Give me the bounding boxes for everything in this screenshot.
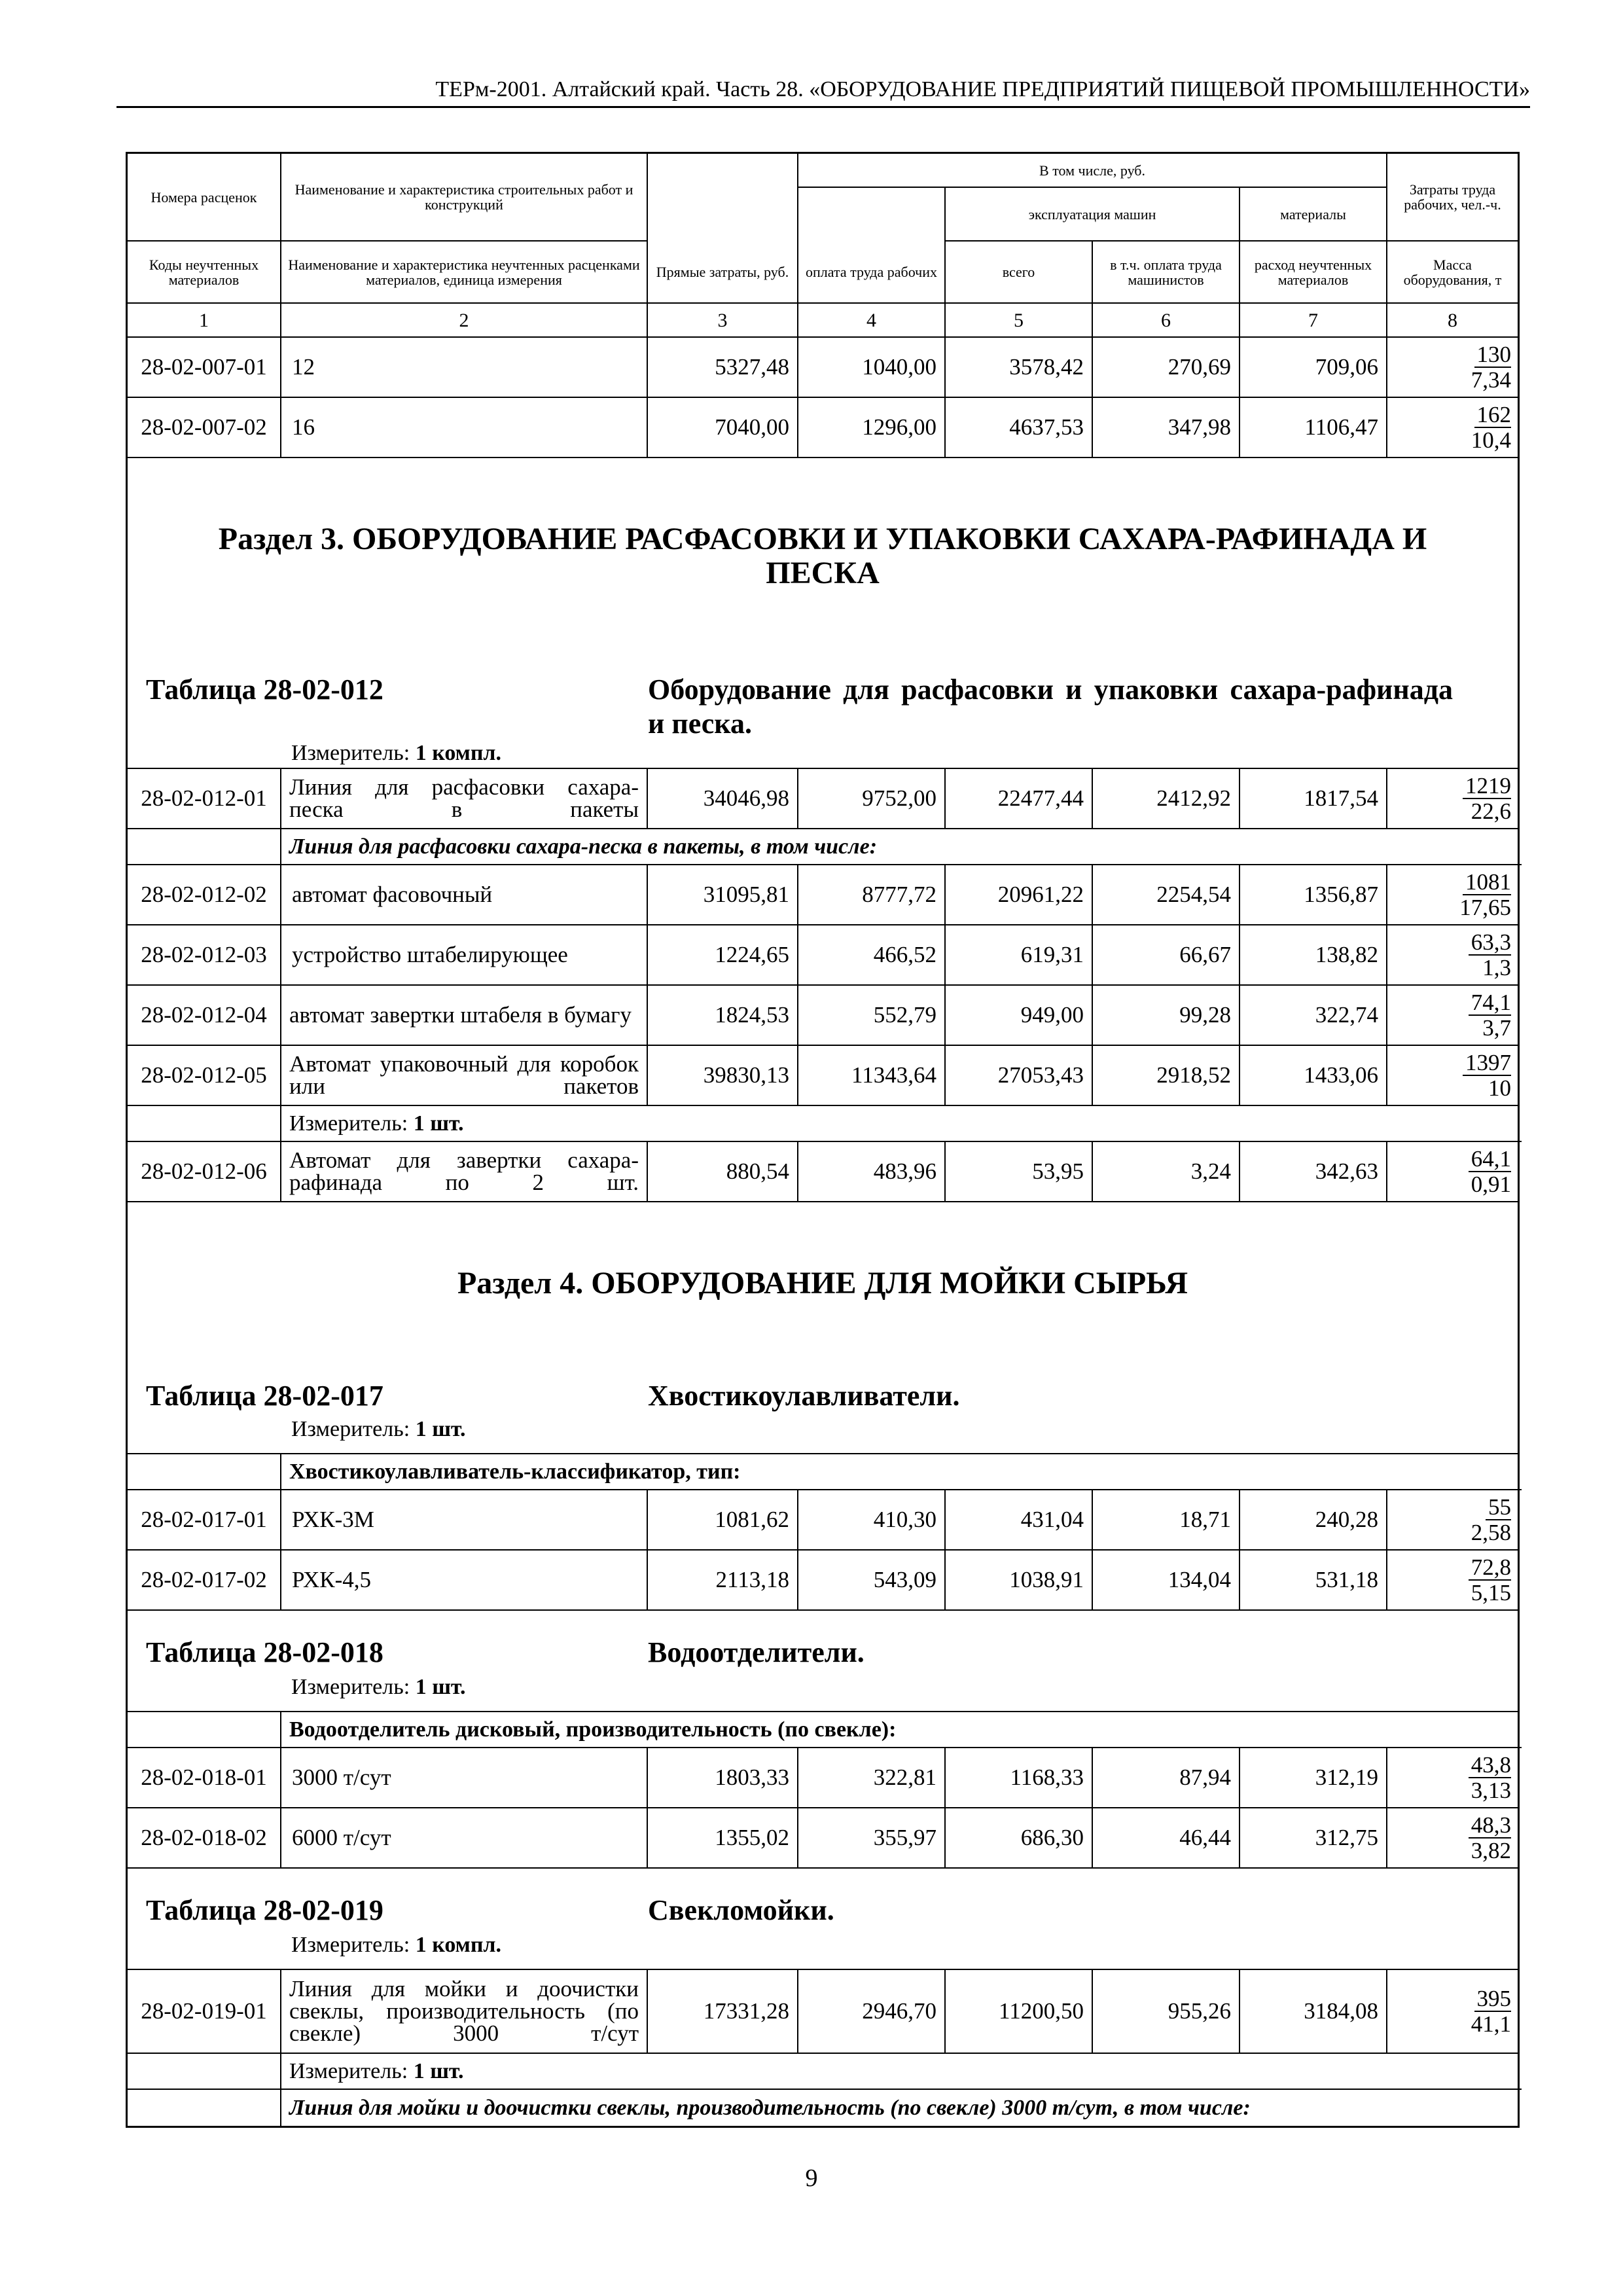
group-subheader <box>128 829 1518 865</box>
equipment-mass: 1,3 <box>1482 955 1511 980</box>
rate-code: 28-02-018-01 <box>128 1748 281 1808</box>
labor-hours: 1397 <box>1463 1050 1511 1076</box>
section-4-title: Раздел 4. ОБОРУДОВАНИЕ ДЛЯ МОЙКИ СЫРЬЯ <box>457 1266 1188 1300</box>
direct-costs: 17331,28 <box>648 1970 798 2054</box>
col-num-4: 4 <box>798 304 946 338</box>
col-num-1: 1 <box>128 304 281 338</box>
labor-pay: 1040,00 <box>798 338 946 398</box>
table-019-band <box>128 1869 1518 1970</box>
labor-mass-fraction <box>1387 1970 1518 2054</box>
table-row <box>128 1046 1518 1106</box>
equipment-mass: 22,6 <box>1471 798 1511 824</box>
rate-code: 28-02-012-03 <box>128 925 281 986</box>
table-row <box>128 865 1518 925</box>
group-subheader <box>128 1454 1518 1490</box>
rate-code: 28-02-007-01 <box>128 338 281 398</box>
machines-total: 1038,91 <box>946 1551 1093 1611</box>
header-naim2: Наименование и характеристика неучтенных расценками материалов, единица измерения <box>281 242 648 304</box>
equipment-mass: 3,7 <box>1482 1015 1511 1041</box>
labor-pay: 1296,00 <box>798 398 946 458</box>
direct-costs: 39830,13 <box>648 1046 798 1106</box>
group-subheader-text: Линия для мойки и доочистки свеклы, производительность (по свекле) 3000 т/сут, в том числе: <box>289 2095 1251 2120</box>
machines-total: 11200,50 <box>946 1970 1093 2054</box>
direct-costs: 880,54 <box>648 1142 798 1202</box>
measure-value: 1 компл. <box>415 741 502 765</box>
direct-costs: 2113,18 <box>648 1551 798 1611</box>
direct-costs: 1355,02 <box>648 1808 798 1869</box>
measure-unit <box>291 1933 501 1958</box>
table-row <box>128 769 1518 829</box>
header-v-tom-chisle: В том числе, руб. <box>798 154 1387 188</box>
labor-mass-fraction <box>1387 925 1518 986</box>
labor-hours: 43,8 <box>1469 1753 1511 1778</box>
machines-total: 53,95 <box>946 1142 1093 1202</box>
rate-code: 28-02-012-01 <box>128 769 281 829</box>
machines-total: 22477,44 <box>946 769 1093 829</box>
group-subheader <box>128 1712 1518 1748</box>
table-017-number: Таблица 28-02-017 <box>146 1380 383 1412</box>
group-subheader <box>128 2090 1518 2126</box>
header-oplata-top <box>798 188 946 242</box>
machines-total: 20961,22 <box>946 865 1093 925</box>
labor-pay: 552,79 <box>798 986 946 1046</box>
labor-pay: 2946,70 <box>798 1970 946 2054</box>
materials: 1106,47 <box>1240 398 1387 458</box>
table-row <box>128 1748 1518 1808</box>
labor-hours: 1219 <box>1463 774 1511 799</box>
labor-pay: 9752,00 <box>798 769 946 829</box>
group-subheader-text: Водоотделитель дисковый, производительность (по свекле): <box>281 1712 1522 1748</box>
labor-pay: 410,30 <box>798 1490 946 1551</box>
measure-unit <box>291 1675 466 1700</box>
labor-hours: 395 <box>1474 1986 1512 2012</box>
rate-code: 28-02-012-04 <box>128 986 281 1046</box>
labor-mass-fraction <box>1387 398 1518 458</box>
materials: 531,18 <box>1240 1551 1387 1611</box>
measure-unit <box>291 1417 466 1442</box>
labor-hours: 55 <box>1486 1495 1511 1520</box>
machines-total: 686,30 <box>946 1808 1093 1869</box>
rate-code: 28-02-012-02 <box>128 865 281 925</box>
col-num-7: 7 <box>1240 304 1387 338</box>
labor-mass-fraction <box>1387 1808 1518 1869</box>
equipment-mass: 2,58 <box>1471 1520 1511 1545</box>
machinist-pay: 87,94 <box>1093 1748 1240 1808</box>
col-num-2: 2 <box>281 304 648 338</box>
rate-name: автомат фасовочный <box>281 865 648 925</box>
machinist-pay: 134,04 <box>1093 1551 1240 1611</box>
rate-code: 28-02-019-01 <box>128 1970 281 2054</box>
direct-costs: 7040,00 <box>648 398 798 458</box>
labor-hours: 162 <box>1474 403 1512 428</box>
measure-label: Измеритель: <box>291 1417 410 1441</box>
page-number: 9 <box>805 2164 818 2192</box>
rate-name: Автомат упаковочный для коробок или пакетов <box>281 1046 648 1106</box>
materials: 709,06 <box>1240 338 1387 398</box>
machines-total: 4637,53 <box>946 398 1093 458</box>
header-vsego: всего <box>946 242 1093 304</box>
machines-total: 431,04 <box>946 1490 1093 1551</box>
direct-costs: 31095,81 <box>648 865 798 925</box>
table-row <box>128 338 1518 398</box>
direct-costs: 34046,98 <box>648 769 798 829</box>
measure-value: 1 шт. <box>415 1417 466 1441</box>
machinist-pay: 66,67 <box>1093 925 1240 986</box>
header-rashod: расход неучтенных материалов <box>1240 242 1387 304</box>
rate-name: автомат завертки штабеля в бумагу <box>281 986 648 1046</box>
machines-total: 27053,43 <box>946 1046 1093 1106</box>
direct-costs: 1224,65 <box>648 925 798 986</box>
materials: 3184,08 <box>1240 1970 1387 2054</box>
measure-unit <box>291 741 501 766</box>
measure-value: 1 шт. <box>413 2058 464 2083</box>
rate-code: 28-02-007-02 <box>128 398 281 458</box>
rate-name: Линия для мойки и доочистки свеклы, производительность (по свекле) 3000 т/сут <box>281 1970 648 2054</box>
materials: 240,28 <box>1240 1490 1387 1551</box>
rate-code: 28-02-012-05 <box>128 1046 281 1106</box>
table-row <box>128 398 1518 458</box>
table-012-title: Оборудование для расфасовки и упаковки сахара-рафинада и песка. <box>648 673 1453 740</box>
rate-code: 28-02-018-02 <box>128 1808 281 1869</box>
table-012-number: Таблица 28-02-012 <box>146 673 383 706</box>
section-3-title: Раздел 3. ОБОРУДОВАНИЕ РАСФАСОВКИ И УПАКОВКИ САХАРА-РАФИНАДА И ПЕСКА <box>218 522 1427 590</box>
col-num-5: 5 <box>946 304 1093 338</box>
machinist-pay: 2412,92 <box>1093 769 1240 829</box>
machinist-pay: 46,44 <box>1093 1808 1240 1869</box>
materials: 1817,54 <box>1240 769 1387 829</box>
rate-name: Автомат для завертки сахара-рафинада по 2 шт. <box>281 1142 648 1202</box>
rates-document <box>126 152 1520 2128</box>
measure-row <box>128 2054 1518 2090</box>
machinist-pay: 2254,54 <box>1093 865 1240 925</box>
rate-name: устройство штабелирующее <box>281 925 648 986</box>
labor-mass-fraction <box>1387 1748 1518 1808</box>
materials: 1356,87 <box>1240 865 1387 925</box>
equipment-mass: 3,13 <box>1471 1778 1511 1803</box>
table-row <box>128 1808 1518 1869</box>
labor-mass-fraction <box>1387 865 1518 925</box>
machinist-pay: 2918,52 <box>1093 1046 1240 1106</box>
header-rule <box>116 106 1530 108</box>
header-nomera: Номера расценок <box>128 154 281 242</box>
table-018-title: Водоотделители. <box>648 1636 865 1668</box>
measure-unit <box>281 1106 1522 1142</box>
direct-costs: 1824,53 <box>648 986 798 1046</box>
machinist-pay: 3,24 <box>1093 1142 1240 1202</box>
labor-hours: 74,1 <box>1469 990 1511 1016</box>
header-zatraty-truda: Затраты труда рабочих, чел.-ч. <box>1387 154 1518 242</box>
labor-hours: 64,1 <box>1469 1147 1511 1172</box>
rate-name: 12 <box>281 338 648 398</box>
equipment-mass: 3,82 <box>1471 1838 1511 1863</box>
labor-hours: 130 <box>1474 342 1512 368</box>
measure-label: Измеритель: <box>291 741 410 765</box>
machinist-pay: 270,69 <box>1093 338 1240 398</box>
machines-total: 949,00 <box>946 986 1093 1046</box>
table-row <box>128 1490 1518 1551</box>
equipment-mass: 17,65 <box>1459 895 1511 920</box>
header-ekspl: эксплуатация машин <box>946 188 1240 242</box>
rate-code: 28-02-017-02 <box>128 1551 281 1611</box>
section-4-band <box>128 1202 1518 1454</box>
header-v-t-ch: в т.ч. оплата труда машинистов <box>1093 242 1240 304</box>
equipment-mass: 10 <box>1488 1075 1511 1101</box>
rate-name: 3000 т/сут <box>281 1748 648 1808</box>
machinist-pay: 18,71 <box>1093 1490 1240 1551</box>
labor-pay: 11343,64 <box>798 1046 946 1106</box>
header-massa: Масса оборудования, т <box>1387 242 1518 304</box>
labor-mass-fraction <box>1387 1142 1518 1202</box>
labor-pay: 355,97 <box>798 1808 946 1869</box>
header-pryamye-top <box>648 154 798 242</box>
materials: 1433,06 <box>1240 1046 1387 1106</box>
machines-total: 1168,33 <box>946 1748 1093 1808</box>
labor-mass-fraction <box>1387 1046 1518 1106</box>
labor-pay: 483,96 <box>798 1142 946 1202</box>
header-pryamye: Прямые затраты, руб. <box>648 242 798 304</box>
table-017-title: Хвостикоулавливатели. <box>648 1380 960 1412</box>
table-row <box>128 1551 1518 1611</box>
table-018-number: Таблица 28-02-018 <box>146 1636 383 1668</box>
labor-pay: 543,09 <box>798 1551 946 1611</box>
direct-costs: 1081,62 <box>648 1490 798 1551</box>
measure-unit <box>281 2054 1522 2090</box>
measure-label: Измеритель: <box>289 2058 408 2083</box>
measure-label: Измеритель: <box>291 1933 410 1957</box>
machinist-pay: 99,28 <box>1093 986 1240 1046</box>
labor-pay: 322,81 <box>798 1748 946 1808</box>
rate-name: РХК-3М <box>281 1490 648 1551</box>
labor-mass-fraction <box>1387 1551 1518 1611</box>
direct-costs: 1803,33 <box>648 1748 798 1808</box>
table-018-band <box>128 1611 1518 1712</box>
materials: 342,63 <box>1240 1142 1387 1202</box>
table-row <box>128 1142 1518 1202</box>
rate-code: 28-02-012-06 <box>128 1142 281 1202</box>
machinist-pay: 955,26 <box>1093 1970 1240 2054</box>
rate-code: 28-02-017-01 <box>128 1490 281 1551</box>
column-header <box>128 154 1518 338</box>
machines-total: 619,31 <box>946 925 1093 986</box>
rate-name: 6000 т/сут <box>281 1808 648 1869</box>
col-num-6: 6 <box>1093 304 1240 338</box>
labor-hours: 48,3 <box>1469 1813 1511 1839</box>
equipment-mass: 7,34 <box>1471 367 1511 393</box>
measure-value: 1 шт. <box>413 1111 464 1136</box>
measure-value: 1 шт. <box>415 1675 466 1699</box>
equipment-mass: 0,91 <box>1471 1172 1511 1197</box>
rate-name: РХК-4,5 <box>281 1551 648 1611</box>
measure-label: Измеритель: <box>291 1675 410 1699</box>
table-019-title: Свекломойки. <box>648 1894 834 1926</box>
materials: 312,75 <box>1240 1808 1387 1869</box>
equipment-mass: 10,4 <box>1471 427 1511 453</box>
col-num-8: 8 <box>1387 304 1518 338</box>
labor-hours: 63,3 <box>1469 930 1511 956</box>
table-019-number: Таблица 28-02-019 <box>146 1894 383 1926</box>
equipment-mass: 5,15 <box>1471 1580 1511 1605</box>
table-row <box>128 1970 1518 2054</box>
machines-total: 3578,42 <box>946 338 1093 398</box>
rate-name: Линия для расфасовки сахара-песка в пакеты <box>281 769 648 829</box>
machinist-pay: 347,98 <box>1093 398 1240 458</box>
labor-pay: 8777,72 <box>798 865 946 925</box>
labor-hours: 72,8 <box>1469 1555 1511 1581</box>
labor-hours: 1081 <box>1463 870 1511 895</box>
col-num-3: 3 <box>648 304 798 338</box>
table-row <box>128 986 1518 1046</box>
materials: 312,19 <box>1240 1748 1387 1808</box>
labor-mass-fraction <box>1387 986 1518 1046</box>
header-kody: Коды неучтенных материалов <box>128 242 281 304</box>
group-subheader-text: Линия для расфасовки сахара-песка в пакеты, в том числе: <box>281 829 1522 865</box>
measure-row <box>128 1106 1518 1142</box>
labor-mass-fraction <box>1387 1490 1518 1551</box>
materials: 322,74 <box>1240 986 1387 1046</box>
group-subheader-text: Хвостикоулавливатель-классификатор, тип: <box>281 1454 1522 1490</box>
equipment-mass: 41,1 <box>1471 2011 1511 2037</box>
materials: 138,82 <box>1240 925 1387 986</box>
running-header: ТЕРм-2001. Алтайский край. Часть 28. «ОБОРУДОВАНИЕ ПРЕДПРИЯТИЙ ПИЩЕВОЙ ПРОМЫШЛЕННОСТИ» <box>435 77 1530 101</box>
header-naim: Наименование и характеристика строительных работ и конструкций <box>281 154 648 242</box>
measure-value: 1 компл. <box>415 1933 502 1957</box>
table-row <box>128 925 1518 986</box>
section-3-band <box>128 458 1518 769</box>
direct-costs: 5327,48 <box>648 338 798 398</box>
labor-mass-fraction <box>1387 769 1518 829</box>
labor-pay: 466,52 <box>798 925 946 986</box>
labor-mass-fraction <box>1387 338 1518 398</box>
rate-name: 16 <box>281 398 648 458</box>
header-materialy: материалы <box>1240 188 1387 242</box>
header-oplata: оплата труда рабочих <box>798 242 946 304</box>
measure-label: Измеритель: <box>289 1111 408 1136</box>
